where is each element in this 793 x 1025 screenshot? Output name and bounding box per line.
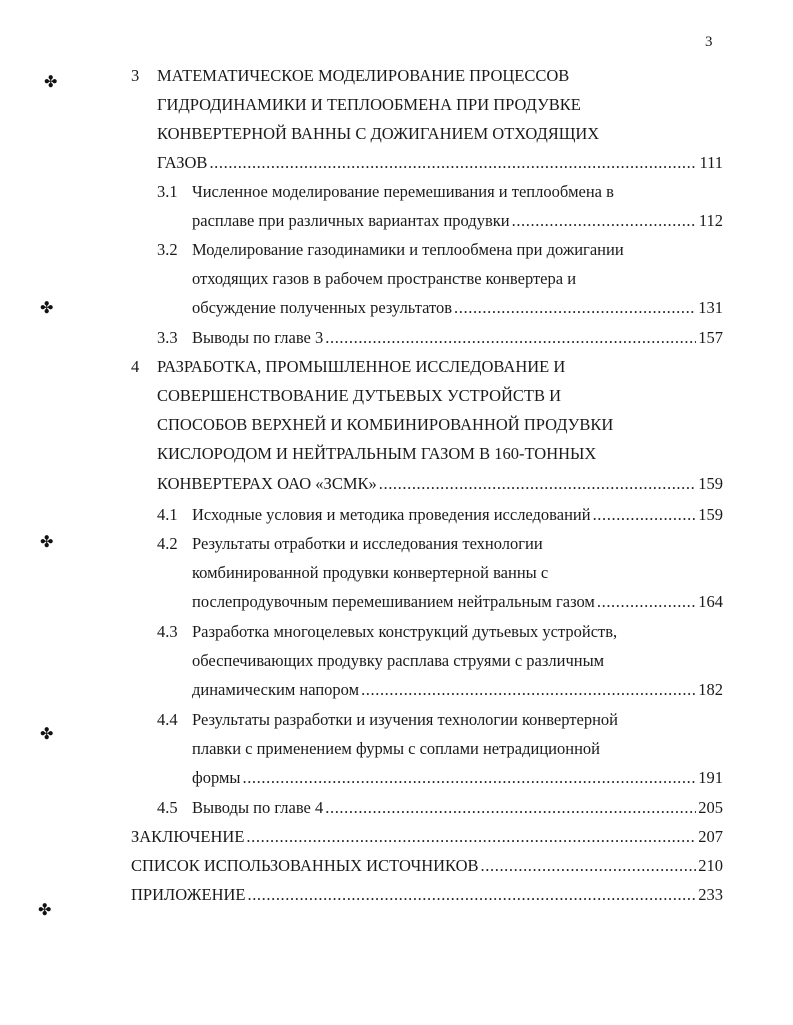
toc-leader-line	[192, 587, 723, 616]
dot-leader	[454, 293, 696, 322]
dot-leader	[481, 851, 697, 880]
section-title-line: комбинированной продувки конвертерной ванны с	[192, 563, 549, 582]
section-number: 4.4	[157, 710, 178, 729]
margin-mark-icon: ✤	[44, 72, 58, 91]
dot-leader	[361, 675, 696, 704]
page-number: 3	[705, 34, 713, 50]
page-ref: 112	[698, 211, 723, 230]
section-number: 4.1	[157, 505, 178, 524]
margin-mark-icon: ✤	[40, 724, 54, 743]
dot-leader	[209, 148, 697, 177]
toc-conclusion[interactable]	[131, 822, 723, 851]
page-ref: 159	[698, 474, 723, 493]
section-title-line: Разработка многоцелевых конструкций дутьевых устройств,	[192, 622, 618, 641]
section-title-line: формы	[192, 768, 241, 787]
section-title-line: Выводы по главе 4	[192, 798, 324, 817]
page-ref: 111	[699, 153, 723, 172]
page-ref: 182	[698, 680, 723, 699]
section-title-line: расплаве при различных вариантах продувки	[192, 211, 510, 230]
page-ref: 191	[698, 768, 723, 787]
page-ref: 159	[698, 505, 723, 524]
toc-leader-line	[157, 148, 723, 177]
page-ref: 233	[698, 885, 723, 904]
section-number: 3.1	[157, 182, 178, 201]
dot-leader	[597, 587, 696, 616]
section-title-line: плавки с применением фурмы с соплами нетрадиционной	[192, 739, 600, 758]
margin-mark-icon: ✤	[40, 532, 54, 551]
dot-leader	[379, 469, 697, 498]
chapter-title-line: КОНВЕРТЕРНОЙ ВАННЫ С ДОЖИГАНИЕМ ОТХОДЯЩИХ	[157, 124, 600, 143]
chapter-title-line: РАЗРАБОТКА, ПРОМЫШЛЕННОЕ ИССЛЕДОВАНИЕ И	[157, 357, 566, 376]
section-title-line: отходящих газов в рабочем пространстве конвертера и	[192, 269, 577, 288]
toc-leader-line	[157, 469, 723, 498]
toc-leader-line	[192, 206, 723, 235]
dot-leader	[325, 793, 696, 822]
section-number: 3.3	[157, 328, 178, 347]
section-title-line: Моделирование газодинамики и теплообмена при дожигании	[192, 240, 624, 259]
toc-leader-line	[192, 763, 723, 792]
toc-leader-line	[192, 323, 723, 352]
section-number: 4.5	[157, 798, 178, 817]
chapter-title-line: СОВЕРШЕНСТВОВАНИЕ ДУТЬЕВЫХ УСТРОЙСТВ И	[157, 386, 562, 405]
section-number: 3.2	[157, 240, 178, 259]
margin-mark-icon: ✤	[38, 900, 52, 919]
section-title-line: динамическим напором	[192, 680, 360, 699]
chapter-title-line: КИСЛОРОДОМ И НЕЙТРАЛЬНЫМ ГАЗОМ В 160-ТОННЫХ	[157, 444, 597, 463]
dot-leader	[325, 323, 696, 352]
section-number: 4.2	[157, 534, 178, 553]
toc-references[interactable]	[131, 851, 723, 880]
dot-leader	[512, 206, 697, 235]
margin-mark-icon: ✤	[40, 298, 54, 317]
dot-leader	[593, 500, 697, 529]
section-title-line: Результаты отработки и исследования технологии	[192, 534, 543, 553]
back-matter-title: СПИСОК ИСПОЛЬЗОВАННЫХ ИСТОЧНИКОВ	[131, 856, 479, 875]
dot-leader	[242, 763, 696, 792]
toc-leader-line	[192, 793, 723, 822]
chapter-number: 4	[131, 357, 140, 376]
chapter-number: 3	[131, 66, 140, 85]
page-ref: 131	[698, 298, 723, 317]
page-ref: 210	[698, 856, 723, 875]
toc-leader-line	[192, 293, 723, 322]
back-matter-title: ПРИЛОЖЕНИЕ	[131, 885, 246, 904]
page-ref: 207	[698, 827, 723, 846]
page-ref: 164	[698, 592, 723, 611]
toc-leader-line	[192, 500, 723, 529]
page-ref: 157	[698, 328, 723, 347]
section-title-line: обеспечивающих продувку расплава струями с различным	[192, 651, 605, 670]
section-title-line: Результаты разработки и изучения технологии конвертерной	[192, 710, 618, 729]
section-title-line: послепродувочным перемешиванием нейтральным газом	[192, 592, 595, 611]
back-matter-title: ЗАКЛЮЧЕНИЕ	[131, 827, 245, 846]
chapter-title-line: СПОСОБОВ ВЕРХНЕЙ И КОМБИНИРОВАННОЙ ПРОДУВКИ	[157, 415, 614, 434]
section-number: 4.3	[157, 622, 178, 641]
dot-leader	[246, 822, 696, 851]
dot-leader	[247, 880, 696, 909]
section-title-line: Выводы по главе 3	[192, 328, 324, 347]
chapter-title-line: КОНВЕРТЕРАХ ОАО «ЗСМК»	[157, 474, 377, 493]
chapter-title-line: ГИДРОДИНАМИКИ И ТЕПЛООБМЕНА ПРИ ПРОДУВКЕ	[157, 95, 581, 114]
section-title-line: обсуждение полученных результатов	[192, 298, 453, 317]
page-ref: 205	[698, 798, 723, 817]
section-title-line: Исходные условия и методика проведения исследований	[192, 505, 591, 524]
chapter-title-line: ГАЗОВ	[157, 153, 208, 172]
toc-leader-line	[192, 675, 723, 704]
section-title-line: Численное моделирование перемешивания и теплообмена в	[192, 182, 614, 201]
toc-appendix[interactable]	[131, 880, 723, 909]
chapter-title-line: МАТЕМАТИЧЕСКОЕ МОДЕЛИРОВАНИЕ ПРОЦЕССОВ	[157, 66, 570, 85]
